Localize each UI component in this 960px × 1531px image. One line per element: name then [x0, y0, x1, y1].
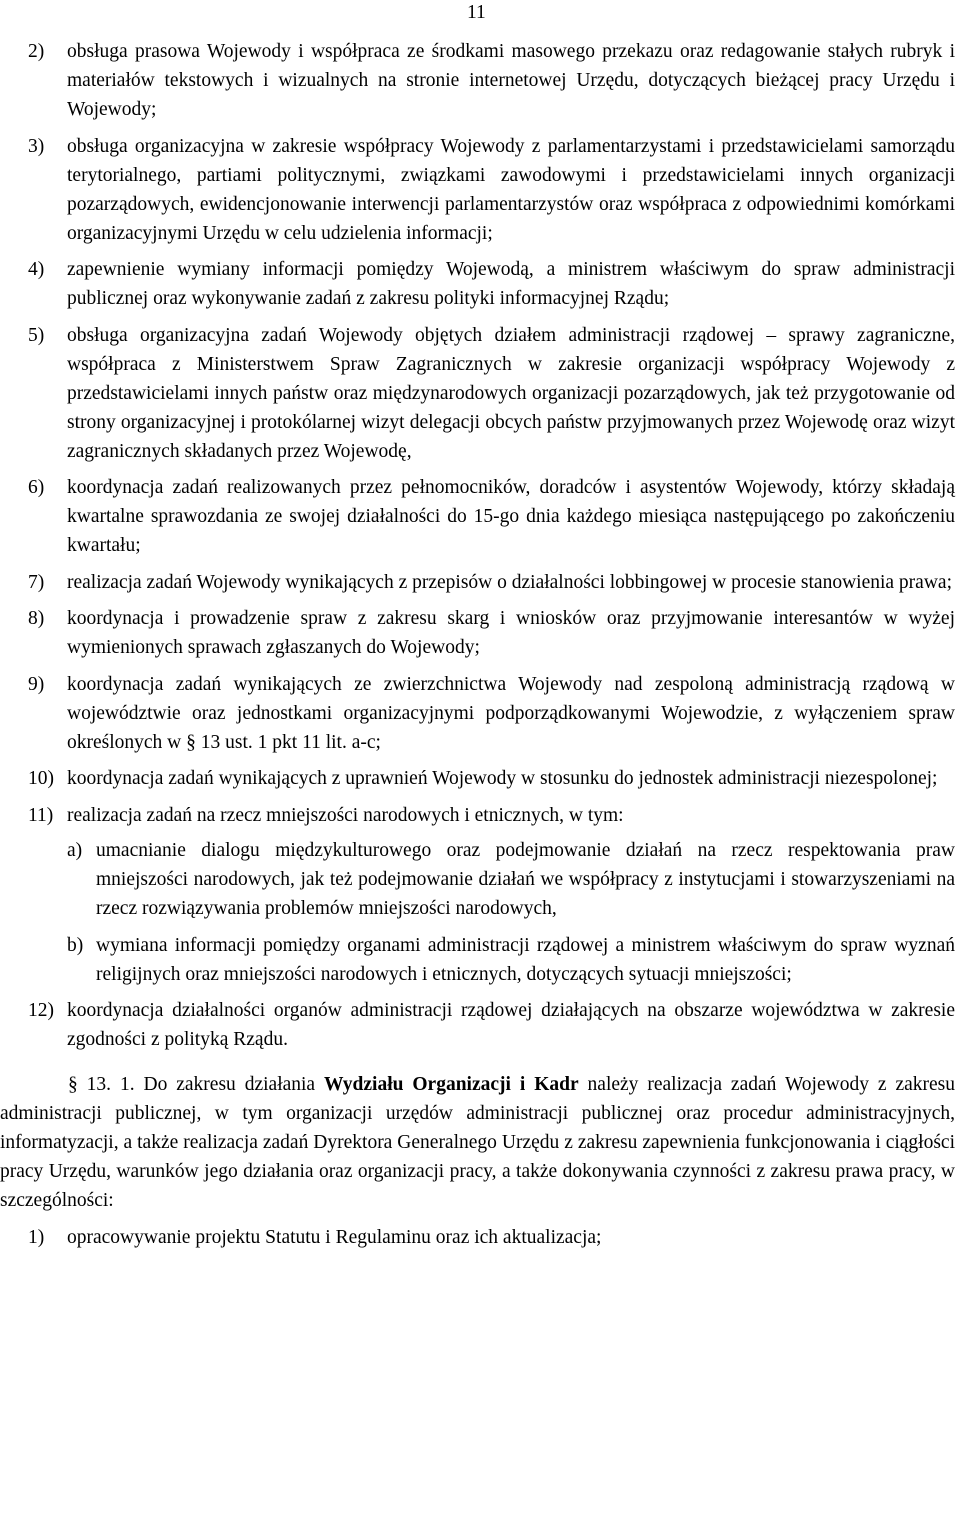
list-item — [28, 321, 955, 466]
item-text: obsługa organizacyjna zadań Wojewody objętych działem administracji rządowej – sprawy zagraniczne, współpraca z Ministerstwem Spraw Zagranicznych w zakresie organizacji współpracy Wojewody z przedstawicielami innych państw oraz międzynarodowych organizacji pozarządowych, jak też przygotowanie od strony organizacyjnej i protokólarnej wizyt delegacji obcych państw przyjmowanych przez Wojewodę oraz wizyt zagranicznych składanych przez Wojewodę, — [67, 324, 955, 462]
sublist-item — [67, 836, 955, 923]
list-item — [28, 568, 955, 597]
item-text: koordynacja zadań wynikających ze zwierzchnictwa Wojewody nad zespoloną administracją rządową w województwie oraz jednostkami organizacyjnymi podporządkowanymi Wojewodzie, z wyłączeniem spraw określonych w § 13 ust. 1 pkt 11 lit. a-c; — [67, 673, 955, 753]
list-item — [28, 996, 955, 1054]
item-number: 8) — [28, 608, 45, 629]
item-number: 10) — [28, 768, 54, 789]
item-number: 2) — [28, 41, 45, 62]
item-number: 3) — [28, 135, 45, 157]
list-item — [28, 473, 955, 560]
list-item — [28, 1223, 955, 1252]
list-item — [28, 37, 955, 124]
document-body — [0, 37, 955, 1260]
item-number: 4) — [28, 259, 45, 280]
item-number: 11) — [28, 804, 54, 826]
item-text: zapewnienie wymiany informacji pomiędzy Wojewodą, a ministrem właściwym do spraw administracji publicznej oraz wykonywanie zadań z zakresu polityki informacyjnej Rządu; — [67, 259, 955, 309]
item-text: opracowywanie projektu Statutu i Regulaminu oraz ich aktualizacja; — [67, 1227, 602, 1248]
page-number: 11 — [467, 2, 486, 23]
item-number: 1) — [28, 1227, 45, 1248]
item-text: koordynacja działalności organów administracji rządowej działających na obszarze województwa w zakresie zgodności z polityką Rządu. — [67, 1000, 955, 1050]
item-number: 9) — [28, 673, 45, 695]
item-text: koordynacja zadań wynikających z uprawnień Wojewody w stosunku do jednostek administracji niezespolonej; — [67, 768, 938, 789]
subitem-text: wymiana informacji pomiędzy organami administracji rządowej a ministrem właściwym do spraw wyznań religijnych oraz mniejszości narodowych i etnicznych, dotyczących sytuacji mniejszości; — [96, 934, 955, 985]
sublist-item — [67, 931, 955, 989]
section-prefix: § 13. 1. Do zakresu działania — [68, 1074, 325, 1095]
list-item — [28, 132, 955, 248]
item-text: realizacja zadań na rzecz mniejszości narodowych i etnicznych, w tym: — [67, 804, 624, 826]
item-text: koordynacja zadań realizowanych przez pełnomocników, doradców i asystentów Wojewody, którzy składają kwartalne sprawozdania ze swojej działalności do 15-go dnia każdego miesiąca następującego po zakończeniu kwartału; — [67, 477, 955, 556]
section-text: należy realizacja zadań Wojewody z zakresu administracji publicznej, w tym organizacji urzędów administracji publicznej oraz procedur administracyjnych, informatyzacji, a także realizacja zadań Dyrektora Generalnego Urzędu z zakresu zapewnienia funkcjonowania i ciągłości pracy Urzędu, warunków jego działania oraz organizacji pracy, a także dokonywania czynności z zakresu prawa pracy, w szczególności: — [0, 1074, 955, 1211]
item-number: 5) — [28, 324, 45, 346]
item-text: koordynacja i prowadzenie spraw z zakresu skarg i wniosków oraz przyjmowanie interesantów w wyżej wymienionych sprawach zgłaszanych do Wojewody; — [67, 608, 955, 658]
list-item — [28, 255, 955, 313]
item-number: 6) — [28, 477, 45, 498]
list-item — [28, 801, 955, 830]
section-paragraph — [0, 1070, 955, 1215]
subitem-letter: a) — [67, 840, 83, 861]
list-item — [28, 764, 955, 793]
item-text: obsługa prasowa Wojewody i współpraca ze środkami masowego przekazu oraz redagowanie stałych rubryk i materiałów tekstowych i wizualnych na stronie internetowej Urzędu, dotyczących bieżącej pracy Urzędu i Wojewody; — [67, 41, 955, 120]
sublist — [67, 836, 955, 989]
item-text: obsługa organizacyjna w zakresie współpracy Wojewody z parlamentarzystami i przedstawicielami samorządu terytorialnego, partiami politycznymi, związkami zawodowymi i przedstawicielami innych organizacji pozarządowych, ewidencjonowanie interwencji parlamentarzystów oraz współpraca z odpowiednimi komórkami organizacyjnymi Urzędu w celu udzielenia informacji; — [67, 135, 955, 244]
item-text: realizacja zadań Wojewody wynikających z przepisów o działalności lobbingowej w procesie stanowienia prawa; — [67, 571, 952, 593]
department-name: Wydziału Organizacji i Kadr — [324, 1074, 579, 1095]
list-item — [28, 604, 955, 662]
subitem-text: umacnianie dialogu międzykulturowego oraz podejmowanie działań na rzecz respektowania praw mniejszości narodowych, jak też podejmowanie działań we współpracy z instytucjami i stowarzyszeniami na rzecz rozwiązywania problemów mniejszości narodowych, — [96, 840, 955, 919]
subitem-letter: b) — [67, 934, 84, 956]
list-item — [28, 670, 955, 757]
item-number: 12) — [28, 1000, 54, 1021]
item-number: 7) — [28, 571, 45, 593]
